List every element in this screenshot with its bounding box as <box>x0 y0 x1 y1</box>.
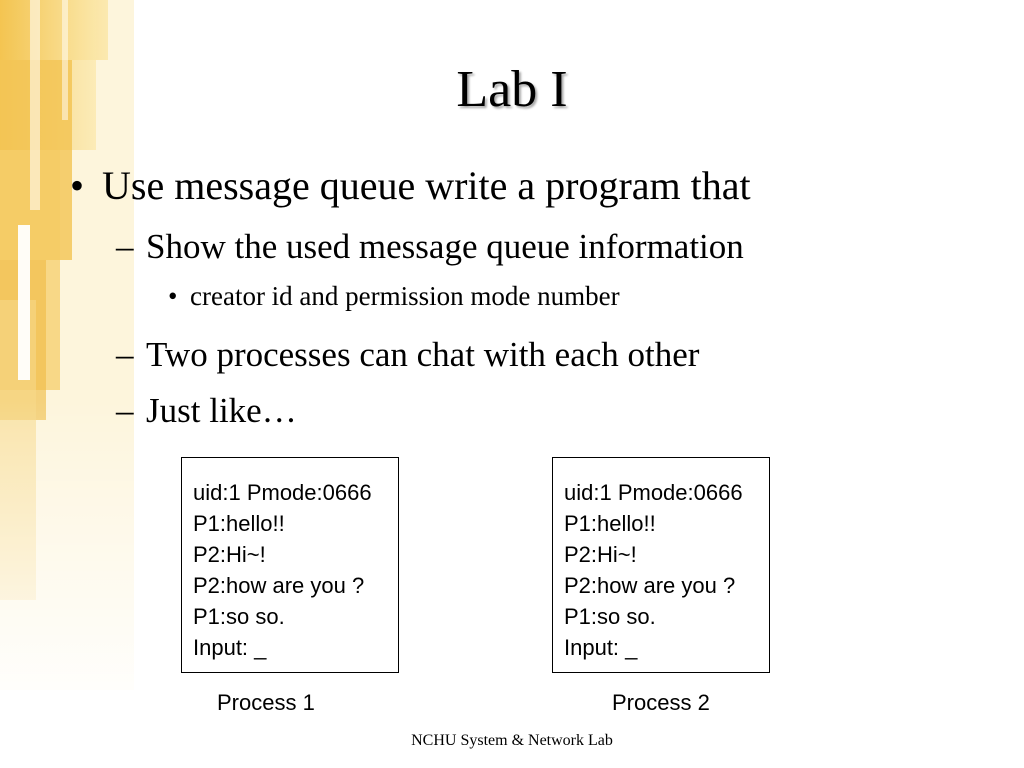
sub-sub-bullet <box>168 283 620 310</box>
sub-bullet-text: Just like… <box>146 391 297 430</box>
terminal-line: P1:hello!! <box>193 511 285 536</box>
dash-marker: – <box>116 391 134 430</box>
terminal-line: Input: _ <box>193 635 267 660</box>
terminal-line: P1:hello!! <box>564 511 656 536</box>
sub-bullet-chat <box>116 337 699 372</box>
slide-title: Lab I <box>456 61 568 118</box>
bullet-marker: • <box>168 281 178 311</box>
process-1-terminal <box>181 457 399 673</box>
terminal-line: P2:how are you ? <box>193 573 365 598</box>
sub-bullet-info <box>116 229 744 264</box>
main-bullet <box>70 163 751 208</box>
dash-marker: – <box>116 335 134 374</box>
sub-bullet-example <box>116 393 297 428</box>
terminal-line: uid:1 Pmode:0666 <box>193 480 372 505</box>
sub-bullet-text: Show the used message queue information <box>146 227 744 266</box>
terminal-line: P1:so so. <box>564 604 656 629</box>
terminal-line: Input: _ <box>564 635 638 660</box>
terminal-line: P2:how are you ? <box>564 573 736 598</box>
dash-marker: – <box>116 227 134 266</box>
process-1-caption: Process 1 <box>217 690 315 715</box>
terminal-line: P2:Hi~! <box>564 542 637 567</box>
sub-bullet-text: Two processes can chat with each other <box>146 335 700 374</box>
terminal-line: uid:1 Pmode:0666 <box>564 480 743 505</box>
sub-sub-bullet-text: creator id and permission mode number <box>190 281 620 311</box>
process-2-caption: Process 2 <box>612 690 710 715</box>
terminal-line: P1:so so. <box>193 604 285 629</box>
process-2-terminal <box>552 457 770 673</box>
bullet-marker: • <box>70 163 85 208</box>
terminal-line: P2:Hi~! <box>193 542 266 567</box>
main-bullet-text: Use message queue write a program that <box>102 163 751 208</box>
footer-text: NCHU System & Network Lab <box>411 732 613 749</box>
